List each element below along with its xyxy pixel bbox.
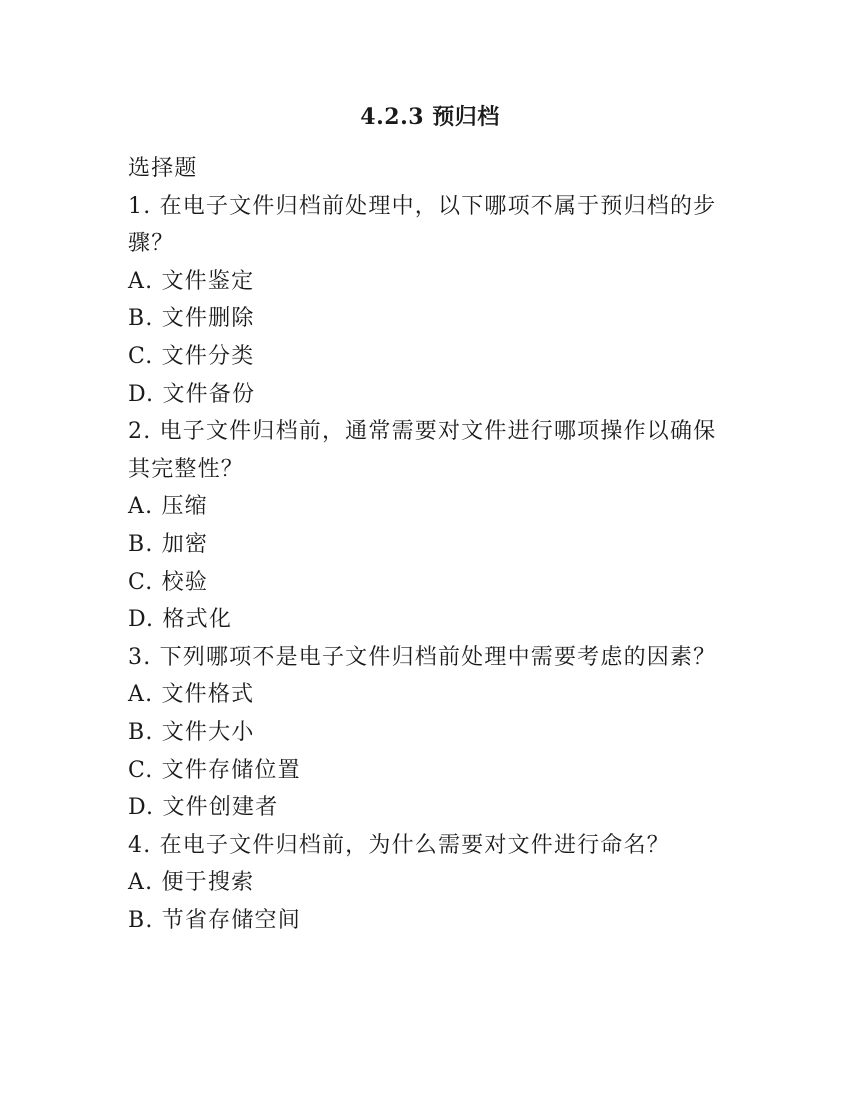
section-label: 选择题 (128, 156, 198, 181)
option-item: B. 加密 (128, 531, 209, 557)
question-list (128, 150, 736, 939)
question-stem: 2. 电子文件归档前，通常需要对文件进行哪项操作以确保其完整性？ (128, 419, 717, 482)
option-item: B. 文件删除 (128, 306, 255, 332)
option-item: D. 格式化 (128, 607, 233, 633)
option-item: C. 文件分类 (128, 343, 255, 369)
option-item: D. 文件创建者 (128, 795, 279, 821)
option-item: D. 文件备份 (128, 381, 256, 407)
option-item: A. 文件格式 (128, 682, 255, 708)
option-item: B. 文件大小 (128, 719, 255, 745)
section-title: 4.2.3 预归档 (360, 104, 500, 130)
question-stem: 3. 下列哪项不是电子文件归档前处理中需要考虑的因素？ (128, 644, 717, 670)
option-item: B. 节省存储空间 (128, 907, 301, 933)
option-item: A. 压缩 (128, 494, 208, 520)
question-stem: 4. 在电子文件归档前，为什么需要对文件进行命名？ (128, 832, 670, 858)
option-item: C. 校验 (128, 569, 209, 595)
question-stem: 1. 在电子文件归档前处理中，以下哪项不属于预归档的步骤？ (128, 193, 717, 257)
option-item: A. 文件鉴定 (128, 268, 255, 294)
option-item: C. 文件存储位置 (128, 757, 301, 783)
option-item: A. 便于搜索 (128, 870, 255, 896)
